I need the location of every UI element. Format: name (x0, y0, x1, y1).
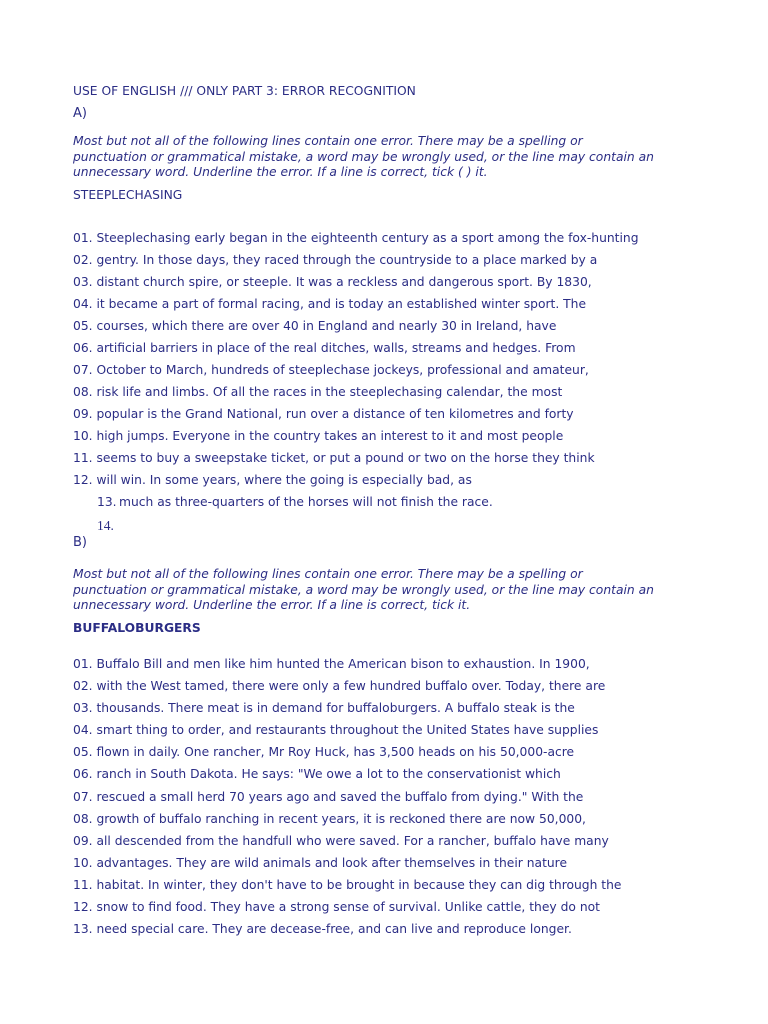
section-a-line-number: 13. (97, 495, 117, 509)
section-a-label: A) (73, 106, 87, 121)
section-a-line: 12. will win. In some years, where the going is especially bad, as (73, 473, 472, 487)
section-b-line: 13. need special care. They are decease-free, and can live and reproduce longer. (73, 922, 572, 936)
section-b-line: 11. habitat. In winter, they don't have to be brought in because they can dig through the (73, 878, 622, 892)
section-b-instruction-line: punctuation or grammatical mistake, a word may be wrongly used, or the line may contain an (73, 582, 654, 597)
section-a-line: 03. distant church spire, or steeple. It was a reckless and dangerous sport. By 1830, (73, 275, 592, 289)
section-b-instruction-line: unnecessary word. Underline the error. If a line is correct, tick it. (73, 598, 471, 612)
section-a-line: 09. popular is the Grand National, run over a distance of ten kilometres and forty (73, 407, 574, 421)
section-b-line: 06. ranch in South Dakota. He says: "We owe a lot to the conservationist which (73, 767, 561, 781)
section-b-line: 01. Buffalo Bill and men like him hunted the American bison to exhaustion. In 1900, (73, 657, 590, 671)
section-b-line: 03. thousands. There meat is in demand for buffaloburgers. A buffalo steak is the (73, 701, 575, 715)
section-a-instruction-line: punctuation or grammatical mistake, a word may be wrongly used, or the line may contain an (73, 149, 654, 164)
section-a-line-number: 14. (97, 518, 114, 533)
section-a-title: STEEPLECHASING (73, 188, 183, 202)
section-a-line: 07. October to March, hundreds of steeplechase jockeys, professional and amateur, (73, 363, 589, 377)
section-a-line: much as three-quarters of the horses will not finish the race. (119, 495, 493, 509)
section-b-line: 08. growth of buffalo ranching in recent years, it is reckoned there are now 50,000, (73, 812, 586, 826)
section-a-line: 01. Steeplechasing early began in the eighteenth century as a sport among the fox-hunting (73, 231, 639, 245)
section-a-line: 10. high jumps. Everyone in the country takes an interest to it and most people (73, 429, 564, 443)
section-a-instruction-line: Most but not all of the following lines contain one error. There may be a spelling or (73, 134, 583, 148)
document-title: USE OF ENGLISH /// ONLY PART 3: ERROR RECOGNITION (73, 84, 416, 98)
section-a-line: 05. courses, which there are over 40 in England and nearly 30 in Ireland, have (73, 319, 557, 333)
section-b-line: 09. all descended from the handfull who were saved. For a rancher, buffalo have many (73, 834, 609, 848)
section-a-line: 04. it became a part of formal racing, and is today an established winter sport. The (73, 297, 587, 311)
section-a-line: 06. artificial barriers in place of the real ditches, walls, streams and hedges. From (73, 341, 576, 355)
section-b-line: 07. rescued a small herd 70 years ago and saved the buffalo from dying." With the (73, 790, 584, 804)
section-b-line: 05. flown in daily. One rancher, Mr Roy Huck, has 3,500 heads on his 50,000-acre (73, 745, 575, 759)
section-b-instruction-line: Most but not all of the following lines contain one error. There may be a spelling or (73, 567, 583, 581)
section-b-label: B) (73, 535, 87, 550)
section-b-line: 02. with the West tamed, there were only a few hundred buffalo over. Today, there are (73, 679, 606, 693)
section-a-line: 11. seems to buy a sweepstake ticket, or put a pound or two on the horse they think (73, 451, 595, 465)
section-a-instruction-line: unnecessary word. Underline the error. If a line is correct, tick ( ) it. (73, 165, 488, 179)
section-b-title: BUFFALOBURGERS (73, 621, 201, 635)
section-a-line: 08. risk life and limbs. Of all the races in the steeplechasing calendar, the most (73, 385, 563, 399)
section-b-line: 04. smart thing to order, and restaurants throughout the United States have supplies (73, 723, 599, 737)
section-b-line: 12. snow to find food. They have a strong sense of survival. Unlike cattle, they do not (73, 900, 600, 914)
section-b-line: 10. advantages. They are wild animals and look after themselves in their nature (73, 856, 568, 870)
section-a-line: 02. gentry. In those days, they raced through the countryside to a place marked by a (73, 253, 598, 267)
